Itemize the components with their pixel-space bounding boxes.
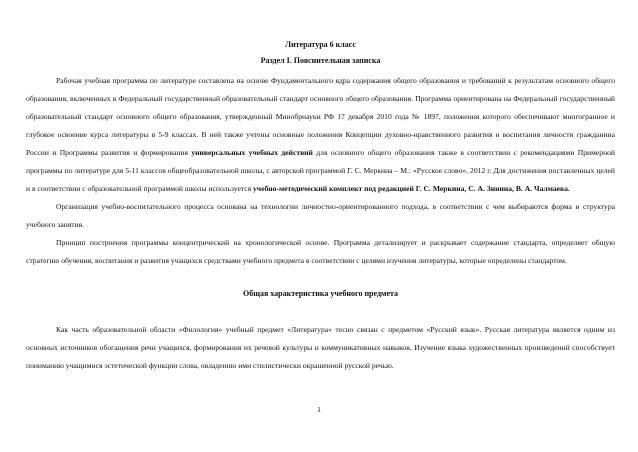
emphasis-universal-actions: универсальных учебных действий <box>191 148 313 157</box>
paragraph-text: для основного общего образования также в соответствии с рекомендациями Примерной программы по литературе для 5-11 классов общеобразовательной школы, с авторской программой Г. С. Меркина – М.: «Русское слово», 2012 г. Для достижения поставленных целей и в соответствии с образовательной программой школы используется <box>26 148 615 193</box>
paragraph-subject-relation: Как часть образовательной области «Филология» учебный предмет «Литература» тесно связан с предметом «Русский язык». Русская литература является одним из основных источников обогащения речи учащихся, формирования их речевой культуры и коммуникативных навыков. Изучение языка художественных произведений способствует пониманию учащимися эстетической функции слова, овладению ими стилистически окрашенной русской речью. <box>26 325 615 370</box>
paragraph-program-principle: Принцип построения программы концентрический на хронологической основе. Программа детализирует и раскрывает содержание стандарта, определяет общую стратегию обучения, воспитания и развития учащихся средствами учебного предмета в соответствии с целями изучения литературы, которые определены стандартом. <box>26 238 615 265</box>
paragraph-program-basis <box>26 72 615 198</box>
emphasis-teaching-kit: учебно-методический комплект под редакцией Г. С. Меркина, С. А. Зинина, В. А. Чалмаева. <box>253 184 570 193</box>
section-title-explanatory-note: Раздел I. Пояснительная записка <box>260 56 381 65</box>
paragraph-text: Рабочая учебная программа по литературе составлена на основе Фундаментального ядра содержания общего образования и требований к результатам основного общего образования, включенных в Федеральный государственный образовательный стандарт основного общего образования. Программа ориентирована на Федеральный государственный образовательный стандарт основного общего образования, утвержденный Минобрнауки РФ 17 декабря 2010 года № 1897, положения которого обеспечивают многогранное и глубокое освоение курса литературы в 5-9 классах. В ней также учтены основные положения Концепции духовно-нравственного развития и воспитания личности гражданина России и Программы развития и формирования <box>26 76 615 157</box>
document-page <box>26 38 615 375</box>
section-heading-general-characteristics: Общая характеристика учебного предмета <box>242 289 399 298</box>
page-number: 1 <box>317 405 321 414</box>
paragraph-process-organization: Организация учебно-воспитательного процесса основана на технологии личностно-ориентированного подхода, в соответствии с чем выбираются форма и структура учебного занятия. <box>26 202 615 229</box>
document-title: Литература 6 класс <box>285 40 356 49</box>
